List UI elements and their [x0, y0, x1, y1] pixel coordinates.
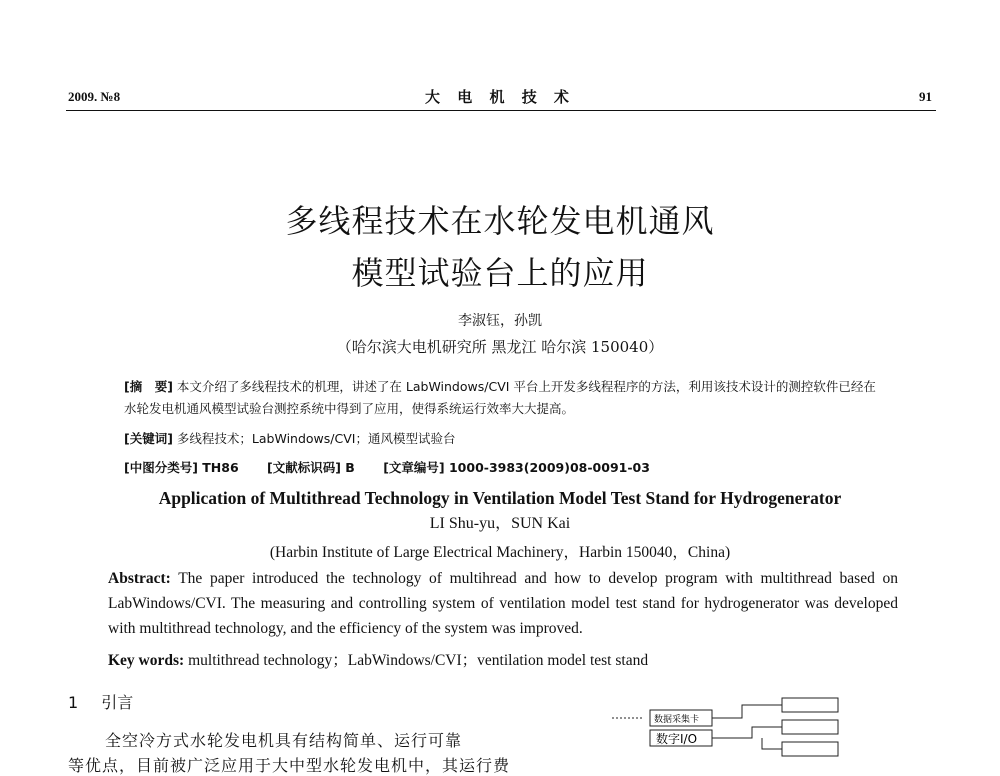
abstract-zh: [124, 376, 884, 420]
figure-box-right1: [782, 698, 838, 712]
article-number: [文章编号] 1000-3983(2009)08-0091-03: [383, 460, 650, 475]
figure-connector-3: [762, 738, 782, 749]
paper-title-line1: 多线程技术在水轮发电机通风: [285, 202, 715, 240]
abstract-zh-label: [摘 要]: [124, 379, 173, 394]
figure-connector-2: [712, 727, 782, 738]
page-number: 91: [919, 89, 932, 104]
figure-box-right3: [782, 742, 838, 756]
clc-number: [中图分类号] TH86: [124, 460, 239, 475]
figure-connector-1: [712, 705, 782, 718]
english-abstract: [108, 566, 898, 641]
header-rule: [66, 110, 936, 111]
doc-code: [文献标识码] B: [267, 460, 355, 475]
affiliation-zh: （哈尔滨大电机研究所 黑龙江 哈尔滨 150040）: [336, 338, 664, 356]
body-text-line1: 全空冷方式水轮发电机具有结构简单、运行可靠: [105, 731, 463, 750]
english-authors: LI Shu-yu，SUN Kai: [429, 515, 571, 532]
figure-box-right2: [782, 720, 838, 734]
figure-label-io: 数字I/O: [656, 732, 698, 746]
keywords-zh: [124, 428, 884, 450]
english-title: Application of Multithread Technology in Ventilation Model Test Stand for Hydrogenerator: [158, 488, 842, 508]
abstract-zh-text: 本文介绍了多线程技术的机理，讲述了在 LabWindows/CVI 平台上开发多线程程序的方法，利用该技术设计的测控软件已经在水轮发电机通风模型试验台测控系统中得到了应用，使得系统运行效率大大提高。: [124, 379, 876, 416]
keywords-zh-label: [关键词]: [124, 431, 173, 446]
english-keywords-text: multithread technology；LabWindows/CVI；ventilation model test stand: [188, 652, 649, 669]
section-title: 引言: [101, 693, 134, 712]
journal-issue: 2009. №8: [68, 89, 121, 104]
section-number: 1: [68, 693, 79, 712]
body-text-line2: 等优点，目前被广泛应用于大中型水轮发电机中，其运行费: [68, 756, 511, 775]
figure-label-acq: 数据采集卡: [654, 715, 700, 725]
paper-title-line2: 模型试验台上的应用: [351, 254, 649, 292]
english-abstract-text: The paper introduced the technology of multihread and how to develop program with multithread based on LabWindows/CVI. The measuring and controlling system of ventilation model test stand for hydrogenerator was developed with multithread technology, and the efficiency of the system was improved.: [108, 570, 898, 637]
keywords-zh-text: 多线程技术；LabWindows/CVI；通风模型试验台: [176, 431, 456, 446]
section-heading: [68, 690, 133, 713]
english-keywords: [108, 648, 898, 670]
classification-line: [124, 458, 884, 476]
authors-zh: 李淑钰，孙凯: [458, 313, 542, 329]
system-diagram-figure: [612, 690, 844, 760]
journal-name: 大 电 机 技 术: [425, 88, 575, 106]
english-abstract-label: Abstract:: [108, 570, 171, 587]
english-keywords-label: Key words:: [108, 652, 185, 669]
english-affiliation: (Harbin Institute of Large Electrical Machinery，Harbin 150040，China): [269, 544, 731, 561]
